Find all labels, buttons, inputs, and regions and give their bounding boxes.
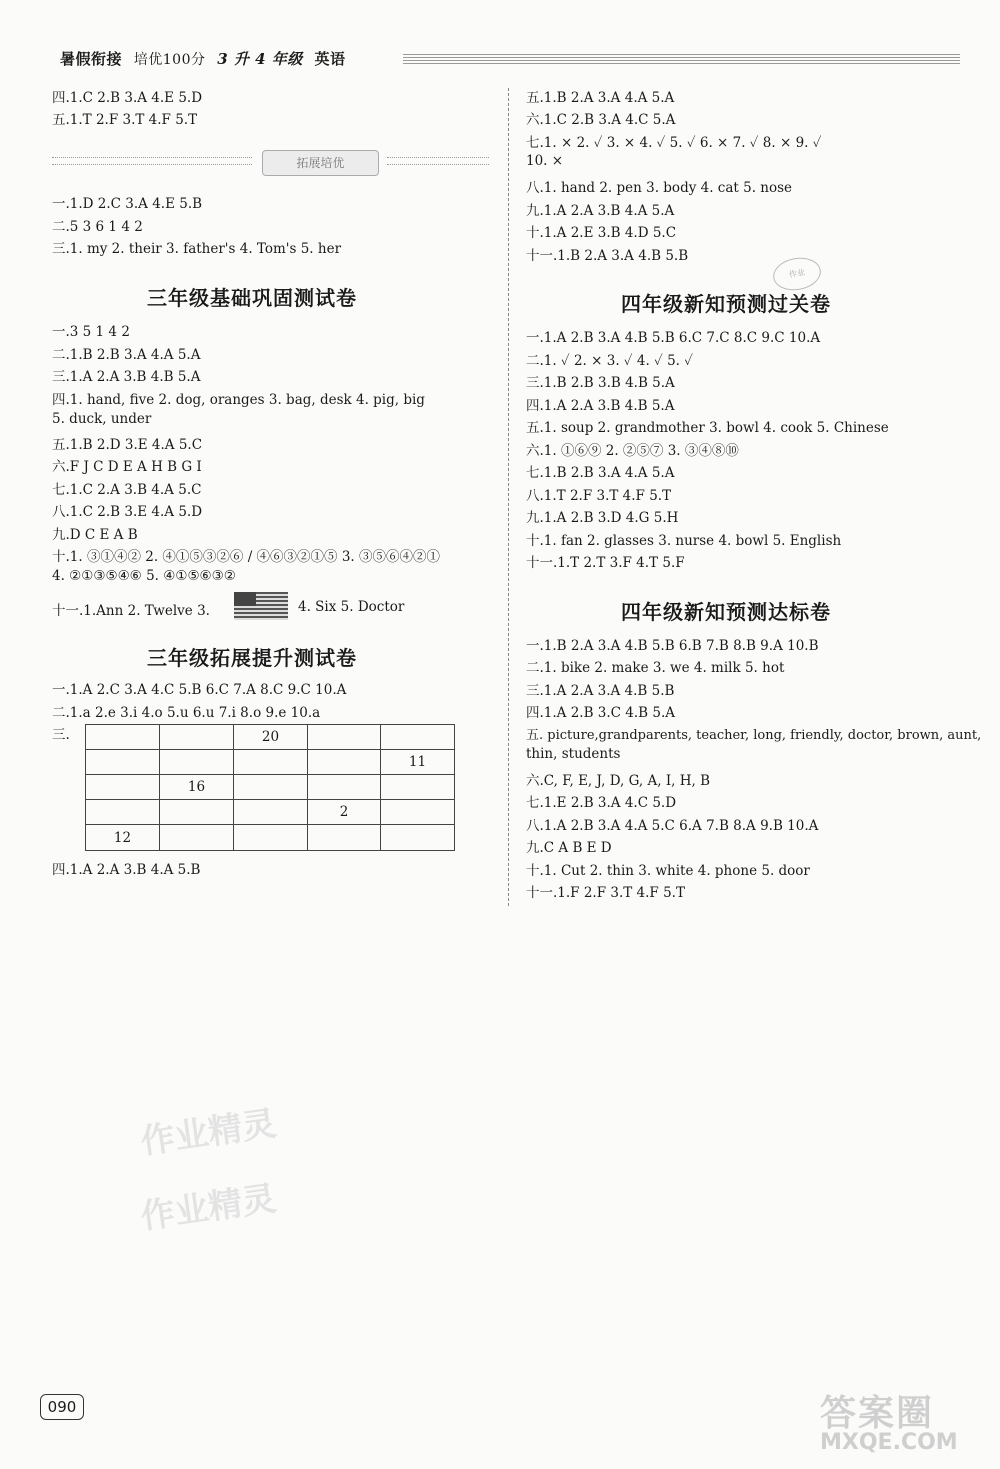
grid-cell — [86, 775, 160, 800]
answer-line: 十.1. ③①④② 2. ④①⑤③②⑥ / ④⑥③②①⑤ 3. ③⑤⑥④②① — [52, 549, 441, 565]
answer-line: 一.1.B 2.A 3.A 4.B 5.B 6.B 7.B 8.B 9.A 10.B — [526, 638, 819, 654]
watermark-text: 作业精灵 — [138, 1103, 279, 1163]
grid-cell — [234, 825, 308, 850]
answer-line: 五. picture,grandparents, teacher, long, friendly, doctor, brown, aunt, — [526, 728, 982, 743]
grid-cell — [86, 800, 160, 825]
answer-line: 4. ②①③⑤④⑥ 5. ④①⑤⑥③② — [52, 568, 236, 584]
extension-banner — [52, 150, 489, 176]
banner-label: 拓展培优 — [262, 150, 379, 176]
answer-line: 一.1.D 2.C 3.A 4.E 5.B — [52, 196, 203, 212]
watermark-text: 作业精灵 — [138, 1178, 279, 1238]
grid-cell — [308, 775, 381, 800]
header-series: 暑假衔接 — [60, 50, 123, 68]
grid-cell — [160, 750, 234, 775]
answer-line: 八.1.C 2.B 3.E 4.A 5.D — [52, 504, 203, 520]
answer-line: 三.1.B 2.B 3.B 4.B 5.A — [526, 375, 675, 391]
answer-line: 二.1.a 2.e 3.i 4.o 5.u 6.u 7.i 8.o 9.e 10.a — [52, 705, 321, 721]
answer-line: 四.1. hand, five 2. dog, oranges 3. bag, desk 4. pig, big — [52, 392, 425, 408]
answer-line: 三. — [52, 727, 70, 743]
stamp-watermark: 作业 — [771, 254, 824, 294]
grid-cell — [308, 750, 381, 775]
flag-image — [234, 592, 288, 620]
answer-line: 四.1.A 2.B 3.C 4.B 5.A — [526, 705, 676, 721]
header-rule — [403, 54, 960, 64]
answer-line: 四.1.C 2.B 3.A 4.E 5.D — [52, 90, 203, 106]
section-title: 三年级基础巩固测试卷 — [147, 286, 357, 310]
answer-line: 九.1.A 2.A 3.B 4.A 5.A — [526, 203, 675, 219]
flag-canton — [234, 592, 256, 606]
answer-line: 六.F J C D E A H B G I — [52, 459, 202, 475]
answer-line: 五.1.T 2.F 3.T 4.F 5.T — [52, 112, 198, 128]
grid-cell — [86, 725, 160, 750]
section-title: 三年级拓展提升测试卷 — [147, 646, 357, 670]
section-title: 四年级新知预测达标卷 — [621, 600, 831, 624]
grid-cell: 16 — [160, 775, 234, 800]
header-title — [60, 48, 346, 69]
answer-line: 二.5 3 6 1 4 2 — [52, 219, 143, 235]
answer-line: 一.1.A 2.C 3.A 4.C 5.B 6.C 7.A 8.C 9.C 10.A — [52, 682, 347, 698]
answer-line: 10. × — [526, 153, 564, 169]
answer-line: 十一.1.B 2.A 3.A 4.B 5.B — [526, 248, 689, 264]
header-grade: 3 升 4 年级 — [217, 50, 303, 68]
answer-line: 五.1.B 2.D 3.E 4.A 5.C — [52, 437, 203, 453]
answer-line: 十一.1.F 2.F 3.T 4.F 5.T — [526, 885, 685, 901]
grid-cell — [234, 800, 308, 825]
answer-line: 七.1.E 2.B 3.A 4.C 5.D — [526, 795, 677, 811]
site-logo-watermark — [820, 1385, 980, 1465]
answer-line: 十一.1.T 2.T 3.F 4.T 5.F — [526, 555, 685, 571]
answer-line: 九.1.A 2.B 3.D 4.G 5.H — [526, 510, 679, 526]
answer-line: 七.1.B 2.B 3.A 4.A 5.A — [526, 465, 675, 481]
answer-line: 4. Six 5. Doctor — [298, 599, 405, 615]
column-divider — [508, 88, 509, 906]
page-header — [48, 46, 960, 74]
answer-line: 六.1. ①⑥⑨ 2. ②⑤⑦ 3. ③④⑧⑩ — [526, 443, 739, 459]
grid-cell — [160, 825, 234, 850]
answer-line: 一.3 5 1 4 2 — [52, 324, 130, 340]
page-number: 090 — [40, 1394, 84, 1420]
answer-line: 九.D C E A B — [52, 527, 138, 543]
answer-line: 四.1.A 2.A 3.B 4.B 5.A — [526, 398, 675, 414]
logo-text: 答案圈 — [820, 1393, 935, 1434]
answer-line: 二.1. bike 2. make 3. we 4. milk 5. hot — [526, 660, 785, 676]
answer-line: thin, students — [526, 746, 621, 762]
answer-line: 五.1. soup 2. grandmother 3. bowl 4. cook 5. Chinese — [526, 420, 889, 436]
answer-line: 七.1.C 2.A 3.B 4.A 5.C — [52, 482, 202, 498]
answer-line: 二.1.B 2.B 3.A 4.A 5.A — [52, 347, 201, 363]
grid-cell — [234, 750, 308, 775]
header-subject: 英语 — [314, 50, 346, 68]
answer-line: 九.C A B E D — [526, 840, 612, 856]
right-column — [526, 86, 982, 906]
answer-line: 七.1. × 2. ✓ 3. × 4. ✓ 5. ✓ 6. × 7. ✓ 8. × 9. ✓ — [526, 135, 822, 151]
grid-cell — [308, 725, 381, 750]
answer-line: 三.1.A 2.A 3.B 4.B 5.A — [52, 369, 201, 385]
answer-line: 二.1. ✓ 2. × 3. ✓ 4. ✓ 5. ✓ — [526, 353, 693, 369]
answer-line: 一.1.A 2.B 3.A 4.B 5.B 6.C 7.C 8.C 9.C 10.A — [526, 330, 821, 346]
answer-line: 八.1. hand 2. pen 3. body 4. cat 5. nose — [526, 180, 793, 196]
grid-cell: 20 — [234, 725, 308, 750]
answer-line: 十.1.A 2.E 3.B 4.D 5.C — [526, 225, 677, 241]
answer-line: 六.C, F, E, J, D, G, A, I, H, B — [526, 773, 711, 789]
grid-cell — [381, 825, 454, 850]
logo-url: MXQE.COM — [820, 1430, 958, 1455]
answer-line: 十.1. fan 2. glasses 3. nurse 4. bowl 5. English — [526, 533, 842, 549]
answer-line: 5. duck, under — [52, 411, 152, 427]
answer-line: 四.1.A 2.A 3.B 4.A 5.B — [52, 862, 201, 878]
answer-line: 三.1. my 2. their 3. father's 4. Tom's 5. her — [52, 241, 342, 257]
answer-line: 六.1.C 2.B 3.A 4.C 5.A — [526, 112, 676, 128]
grid-cell: 11 — [381, 750, 454, 775]
answer-grid — [85, 724, 455, 851]
answer-line: 八.1.A 2.B 3.A 4.A 5.C 6.A 7.B 8.A 9.B 10.A — [526, 818, 819, 834]
grid-cell: 2 — [308, 800, 381, 825]
grid-cell: 12 — [86, 825, 160, 850]
grid-cell — [381, 725, 454, 750]
answer-line: 八.1.T 2.F 3.T 4.F 5.T — [526, 488, 672, 504]
grid-cell — [381, 800, 454, 825]
banner-rule — [52, 157, 252, 165]
answer-line: 三.1.A 2.A 3.A 4.B 5.B — [526, 683, 675, 699]
banner-rule — [387, 157, 489, 165]
grid-cell — [308, 825, 381, 850]
grid-cell — [234, 775, 308, 800]
header-sub: 培优100分 — [133, 52, 206, 68]
answer-line: 十一.1.Ann 2. Twelve 3. — [52, 603, 210, 619]
answer-line: 五.1.B 2.A 3.A 4.A 5.A — [526, 90, 675, 106]
section-title: 四年级新知预测过关卷 — [621, 292, 831, 316]
grid-cell — [86, 750, 160, 775]
answer-line: 十.1. Cut 2. thin 3. white 4. phone 5. door — [526, 863, 810, 879]
grid-cell — [160, 725, 234, 750]
grid-cell — [381, 775, 454, 800]
grid-cell — [160, 800, 234, 825]
